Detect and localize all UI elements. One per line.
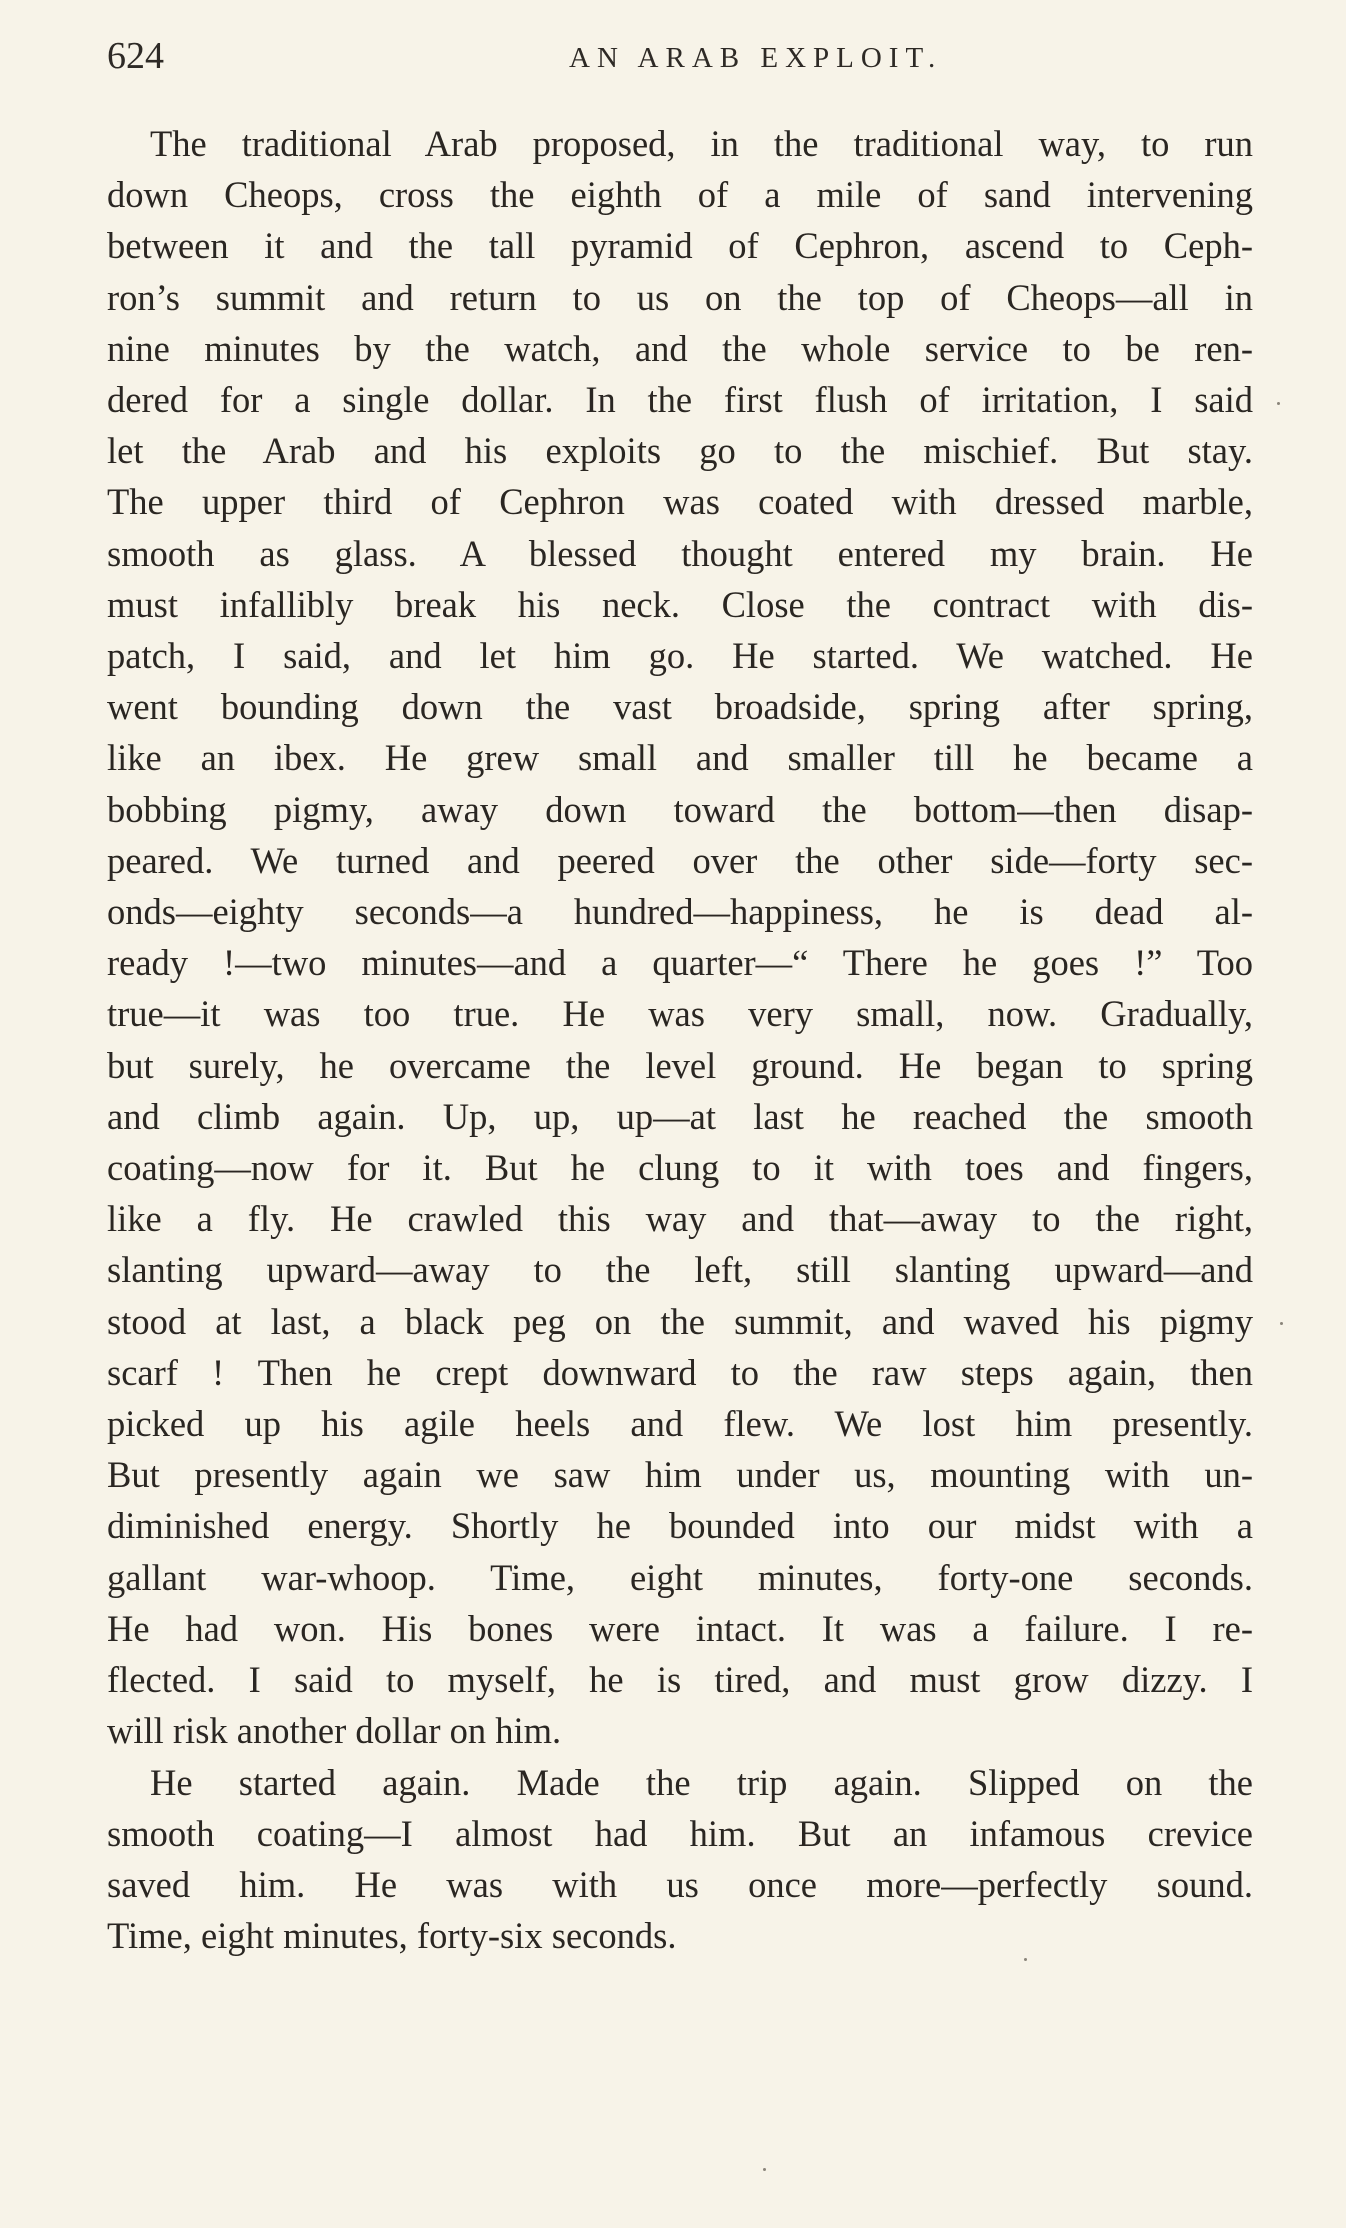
paragraph-2	[107, 1757, 1253, 1962]
text-line: gallant war-whoop. Time, eight minutes, forty-one seconds.	[107, 1556, 1253, 1598]
text-line: went bounding down the vast broadside, spring after spring,	[107, 686, 1253, 728]
paper-speck	[1024, 1958, 1027, 1961]
text-line: patch, I said, and let him go. He started. We watched. He	[107, 635, 1253, 677]
text-line: between it and the tall pyramid of Cephron, ascend to Ceph-	[107, 225, 1253, 267]
paper-speck	[1280, 1322, 1283, 1325]
text-line: true—it was too true. He was very small, now. Gradually,	[107, 993, 1253, 1035]
text-line: flected. I said to myself, he is tired, and must grow dizzy. I	[107, 1659, 1253, 1701]
text-line: smooth as glass. A blessed thought entered my brain. He	[107, 532, 1253, 574]
text-line: bobbing pigmy, away down toward the bottom—then disap-	[107, 788, 1253, 830]
running-head: AN ARAB EXPLOIT.	[569, 42, 943, 74]
text-line: dered for a single dollar. In the first flush of irritation, I said	[107, 379, 1253, 421]
text-line: but surely, he overcame the level ground. He began to spring	[107, 1044, 1253, 1086]
paper-speck	[1277, 402, 1280, 405]
text-line: saved him. He was with us once more—perfectly sound.	[107, 1863, 1253, 1905]
text-line: Time, eight minutes, forty-six seconds.	[107, 1915, 677, 1957]
text-line: must infallibly break his neck. Close the contract with dis-	[107, 583, 1253, 625]
text-line: ready !—two minutes—and a quarter—“ There he goes !” Too	[107, 942, 1253, 984]
text-line: will risk another dollar on him.	[107, 1710, 562, 1752]
text-line: down Cheops, cross the eighth of a mile of sand intervening	[107, 174, 1253, 216]
text-line: and climb again. Up, up, up—at last he reached the smooth	[107, 1095, 1253, 1137]
text-line: He started again. Made the trip again. Slipped on the	[150, 1761, 1253, 1803]
page-header	[107, 34, 1247, 84]
text-line: onds—eighty seconds—a hundred—happiness, he is dead al-	[107, 891, 1253, 933]
text-line: scarf ! Then he crept downward to the raw steps again, then	[107, 1351, 1253, 1393]
page-number: 624	[107, 35, 164, 77]
text-line: picked up his agile heels and flew. We lost him presently.	[107, 1403, 1253, 1445]
text-line: diminished energy. Shortly he bounded into our midst with a	[107, 1505, 1253, 1547]
text-line: slanting upward—away to the left, still slanting upward—and	[107, 1249, 1253, 1291]
text-line: coating—now for it. But he clung to it with toes and fingers,	[107, 1147, 1253, 1189]
paragraph-1	[107, 118, 1253, 1757]
body-text	[107, 118, 1253, 1961]
text-line: smooth coating—I almost had him. But an infamous crevice	[107, 1812, 1253, 1854]
text-line: He had won. His bones were intact. It was a failure. I re-	[107, 1607, 1253, 1649]
text-line: like a fly. He crawled this way and that—away to the right,	[107, 1198, 1253, 1240]
text-line: nine minutes by the watch, and the whole service to be ren-	[107, 327, 1253, 369]
text-line: let the Arab and his exploits go to the mischief. But stay.	[107, 430, 1253, 472]
text-line: ron’s summit and return to us on the top of Cheops—all in	[107, 276, 1253, 318]
text-line: The traditional Arab proposed, in the traditional way, to run	[150, 123, 1253, 164]
text-line: stood at last, a black peg on the summit, and waved his pigmy	[107, 1300, 1253, 1342]
paper-speck	[763, 2168, 766, 2171]
text-line: But presently again we saw him under us, mounting with un-	[107, 1454, 1253, 1496]
text-line: The upper third of Cephron was coated with dressed marble,	[107, 481, 1253, 523]
text-line: like an ibex. He grew small and smaller till he became a	[107, 737, 1253, 779]
text-line: peared. We turned and peered over the other side—forty sec-	[107, 839, 1253, 881]
